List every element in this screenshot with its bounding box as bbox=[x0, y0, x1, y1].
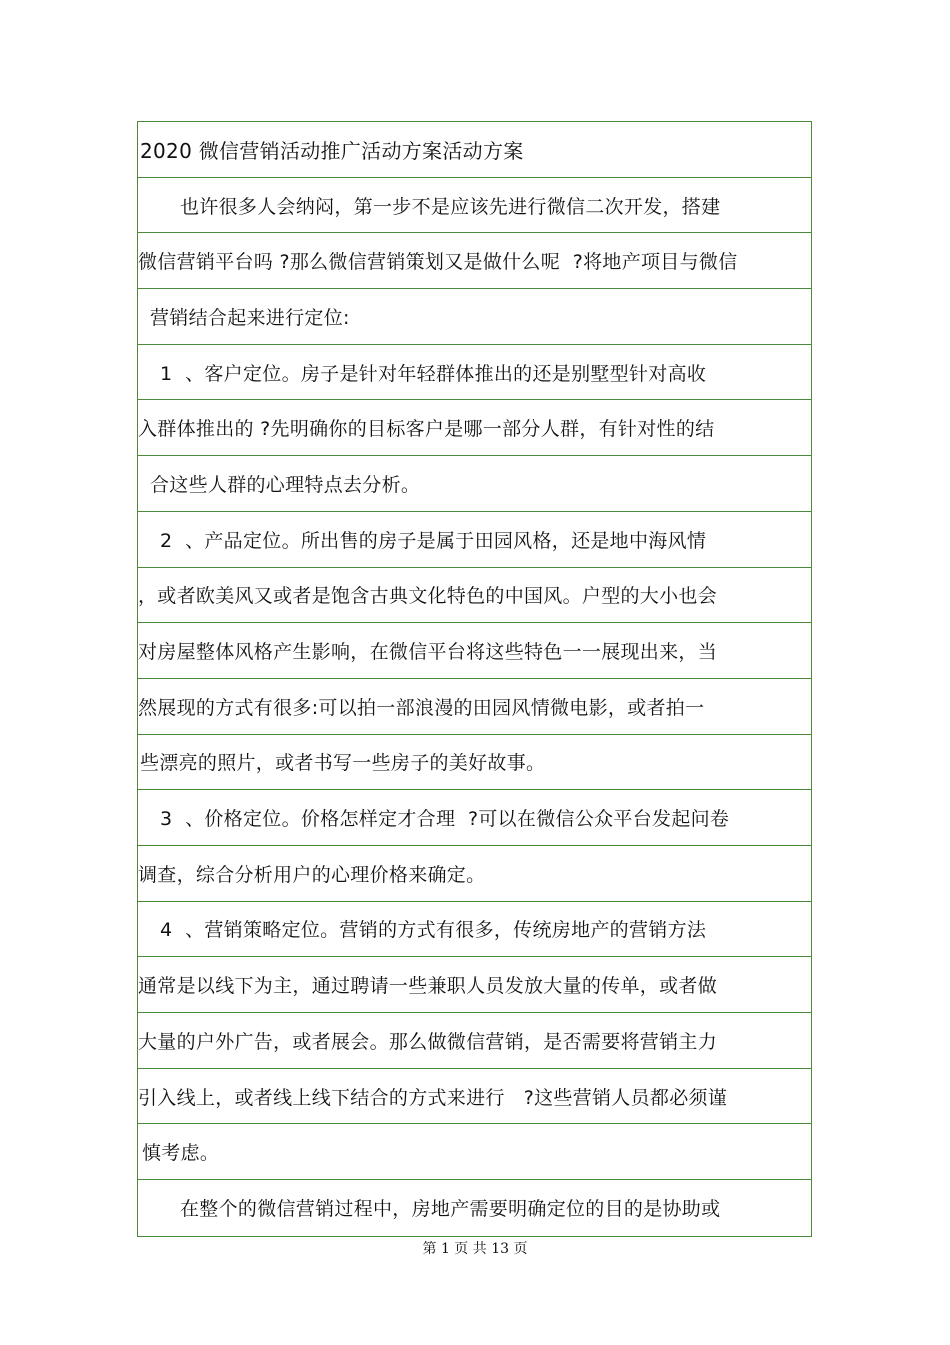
text-line: 1 、客户定位。房子是针对年轻群体推出的还是别墅型针对高收 bbox=[138, 345, 811, 401]
document-title: 2020 微信营销活动推广活动方案活动方案 bbox=[138, 122, 811, 178]
text-line: ，或者欧美风又或者是饱含古典文化特色的中国风。户型的大小也会 bbox=[138, 568, 811, 624]
text-line: 3 、价格定位。价格怎样定才合理 ?可以在微信公众平台发起问卷 bbox=[138, 790, 811, 846]
text-line: 通常是以线下为主，通过聘请一些兼职人员发放大量的传单，或者做 bbox=[138, 957, 811, 1013]
page-number-footer: 第 1 页 共 13 页 bbox=[422, 1241, 528, 1257]
text-line: 2 、产品定位。所出售的房子是属于田园风格，还是地中海风情 bbox=[138, 512, 811, 568]
text-line: 入群体推出的 ?先明确你的目标客户是哪一部分人群，有针对性的结 bbox=[138, 400, 811, 456]
text-line: 营销结合起来进行定位: bbox=[138, 289, 811, 345]
text-line: 4 、营销策略定位。营销的方式有很多，传统房地产的营销方法 bbox=[138, 902, 811, 958]
text-line: 些漂亮的照片，或者书写一些房子的美好故事。 bbox=[138, 735, 811, 791]
text-line: 大量的户外广告，或者展会。那么做微信营销，是否需要将营销主力 bbox=[138, 1013, 811, 1069]
text-line: 微信营销平台吗 ?那么微信营销策划又是做什么呢 ?将地产项目与微信 bbox=[138, 233, 811, 289]
text-line: 调查，综合分析用户的心理价格来确定。 bbox=[138, 846, 811, 902]
text-line: 对房屋整体风格产生影响，在微信平台将这些特色一一展现出来，当 bbox=[138, 623, 811, 679]
document-table bbox=[137, 121, 812, 1237]
text-line: 引入线上，或者线上线下结合的方式来进行 ?这些营销人员都必须谨 bbox=[138, 1069, 811, 1125]
text-line: 合这些人群的心理特点去分析。 bbox=[138, 456, 811, 512]
text-line: 慎考虑。 bbox=[138, 1124, 811, 1180]
text-line: 然展现的方式有很多:可以拍一部浪漫的田园风情微电影，或者拍一 bbox=[138, 679, 811, 735]
text-line: 也许很多人会纳闷，第一步不是应该先进行微信二次开发，搭建 bbox=[138, 178, 811, 234]
text-line: 在整个的微信营销过程中，房地产需要明确定位的目的是协助或 bbox=[180, 1198, 721, 1221]
